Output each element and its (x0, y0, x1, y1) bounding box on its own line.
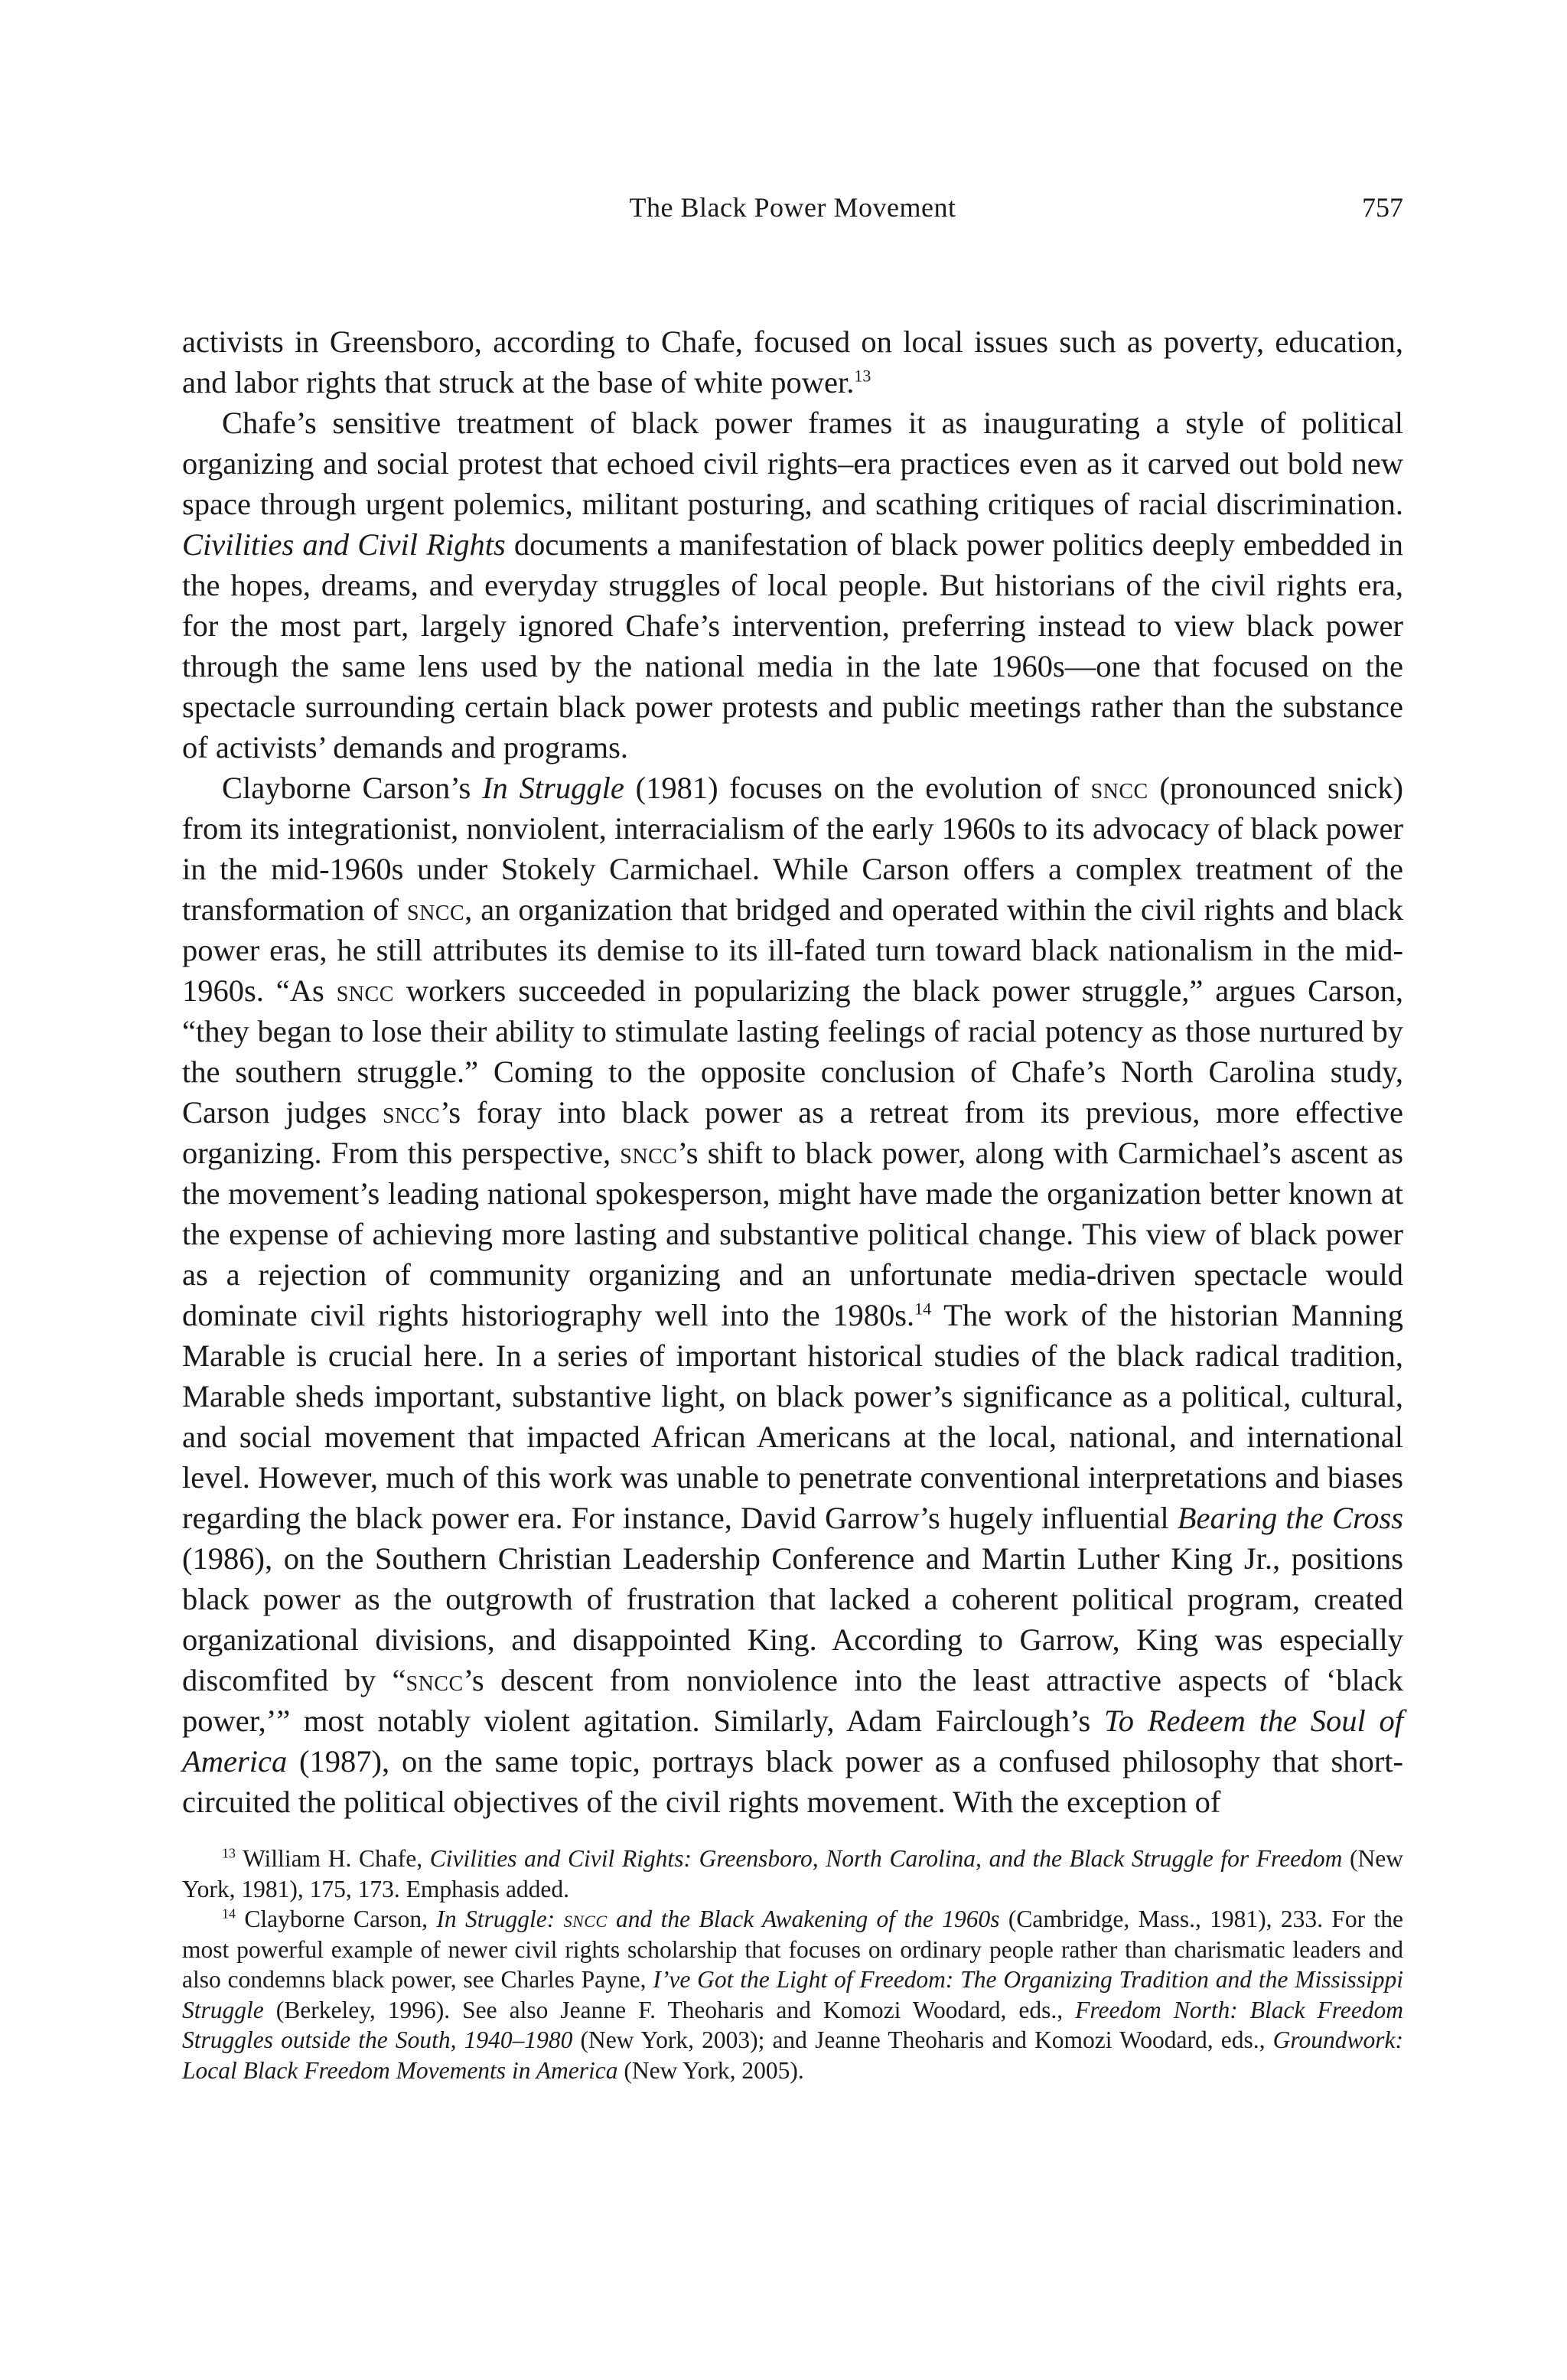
book-title: I’ve Got the Light of Freedom: The Organizing Tradition and the Mississippi Struggle (182, 1966, 1403, 2023)
text-run: (pronounced snick) from its integrationist, nonviolent, interracialism of the early 1960s to its advocacy of black power in the mid-1960s under Stokely Carmichael. While Carson offers a complex treatment of the transformation of (182, 771, 1403, 927)
text-run: ’s shift to black power, along with Carmichael’s ascent as the movement’s leading national spokesperson, might have made the organization better known at the expense of achieving more lasting and substantive political change. This view of black power as a rejection of community organizing and an unfortunate media-driven spectacle would dominate civil rights historiography well into the 1980s. (182, 1136, 1403, 1332)
paragraph-3 (182, 768, 1403, 1822)
book-title: In Struggle (482, 771, 624, 805)
text-run: , an organization that bridged and operated within the civil rights and black power eras, he still attributes its demise to its ill-fated turn toward black nationalism in the mid-1960s. “As (182, 892, 1403, 1008)
acronym: sncc (620, 1136, 678, 1170)
book-page (182, 191, 1403, 2085)
acronym: sncc (406, 1663, 464, 1697)
book-title: To Redeem the Soul of America (182, 1703, 1403, 1778)
text-run: documents a manifestation of black power politics deeply embedded in the hopes, dreams, and everyday struggles of local people. But historians of the civil rights era, for the most part, largely ignored Chafe’s intervention, preferring instead to view black power through the same lens used by the national media in the late 1960s—one that focused on the spectacle surrounding certain black power protests and public meetings rather than the substance of activists’ demands and programs. (182, 527, 1403, 765)
text-run: workers succeeded in popularizing the black power struggle,” argues Carson, “they began to lose their ability to stimulate lasting feelings of racial potency as those nurtured by the southern struggle.” Coming to the opposite conclusion of Chafe’s North Carolina study, Carson judges (182, 973, 1403, 1130)
text-run: William H. Chafe, (236, 1845, 430, 1872)
acronym: sncc (1090, 771, 1148, 805)
text-run: (Cambridge, Mass., 1981), 233. For the most powerful example of newer civil rights scholarship that focuses on ordinary people rather than charismatic leaders and also condemns black power, see Charles Payne, (182, 1906, 1403, 1993)
footnote-ref-14: 14 (914, 1299, 932, 1319)
book-title: and the Black Awakening of the 1960s (607, 1906, 1000, 1932)
footnotes (182, 1844, 1403, 2085)
text-run: (New York, 2005). (617, 2056, 804, 2084)
paragraph-1 (182, 321, 1403, 403)
paragraph-2 (182, 403, 1403, 768)
body-text (182, 321, 1403, 1822)
book-title: Freedom North: Black Freedom Struggles outside the South, 1940–1980 (182, 1996, 1403, 2053)
acronym: sncc (382, 1095, 441, 1130)
text-run: (New York, 2003); and Jeanne Theoharis and Komozi Woodard, eds., (572, 2026, 1273, 2053)
running-title: The Black Power Movement (629, 192, 956, 223)
text-run: ’s foray into black power as a retreat from its previous, more effective organizing. From this perspective, (182, 1095, 1403, 1170)
acronym: sncc (563, 1906, 608, 1932)
book-title: Bearing the Cross (1177, 1501, 1403, 1535)
running-head (182, 191, 1403, 237)
text-run: ’s descent from nonviolence into the least attractive aspects of ‘black power,’” most notably violent agitation. Similarly, Adam Fairclough’s (182, 1663, 1404, 1738)
book-title: Civilities and Civil Rights (182, 527, 506, 562)
text-run: Clayborne Carson, (236, 1906, 437, 1932)
text-run: The work of the historian Manning Marable is crucial here. In a series of important historical studies of the black radical tradition, Marable sheds important, substantive light, on black power’s significance as a political, cultural, and social movement that impacted African Americans at the local, national, and international level. However, much of this work was unable to penetrate conventional interpretations and biases regarding the black power era. For instance, David Garrow’s hugely influential (182, 1298, 1403, 1535)
text-run: (Berkeley, 1996). See also Jeanne F. Theoharis and Komozi Woodard, eds., (263, 1996, 1076, 2023)
text-run: Clayborne Carson’s (222, 771, 483, 805)
text-run: activists in Greensboro, according to Chafe, focused on local issues such as poverty, education, and labor rights that struck at the base of white power. (182, 324, 1403, 399)
text-run: (1981) focuses on the evolution of (624, 771, 1091, 805)
footnote-13 (182, 1844, 1403, 1904)
footnote-ref-13: 13 (854, 366, 871, 386)
book-title: Groundwork: Local Black Freedom Movements in America (182, 2026, 1403, 2084)
footnote-number: 13 (222, 1845, 236, 1861)
book-title: Civilities and Civil Rights: Greensboro, North Carolina, and the Black Struggle for Freedom (429, 1845, 1343, 1872)
text-run: (1986), on the Southern Christian Leadership Conference and Martin Luther King Jr., positions black power as the outgrowth of frustration that lacked a coherent political program, created organizational divisions, and disappointed King. According to Garrow, King was especially discomfited by “ (182, 1541, 1403, 1697)
book-title: In Struggle: (436, 1906, 564, 1932)
text-run: (New York, 1981), 175, 173. Emphasis added. (182, 1845, 1403, 1902)
footnote-number: 14 (222, 1906, 236, 1922)
page-number: 757 (1362, 192, 1403, 223)
acronym: sncc (407, 892, 465, 927)
text-run: (1987), on the same topic, portrays black power as a confused philosophy that short-circuited the political objectives of the civil rights movement. With the exception of (182, 1744, 1403, 1819)
acronym: sncc (336, 973, 394, 1008)
text-run: Chafe’s sensitive treatment of black power frames it as inaugurating a style of political organizing and social protest that echoed civil rights–era practices even as it carved out bold new space through urgent polemics, militant posturing, and scathing critiques of racial discrimination. (182, 406, 1403, 521)
footnote-14 (182, 1904, 1403, 2085)
